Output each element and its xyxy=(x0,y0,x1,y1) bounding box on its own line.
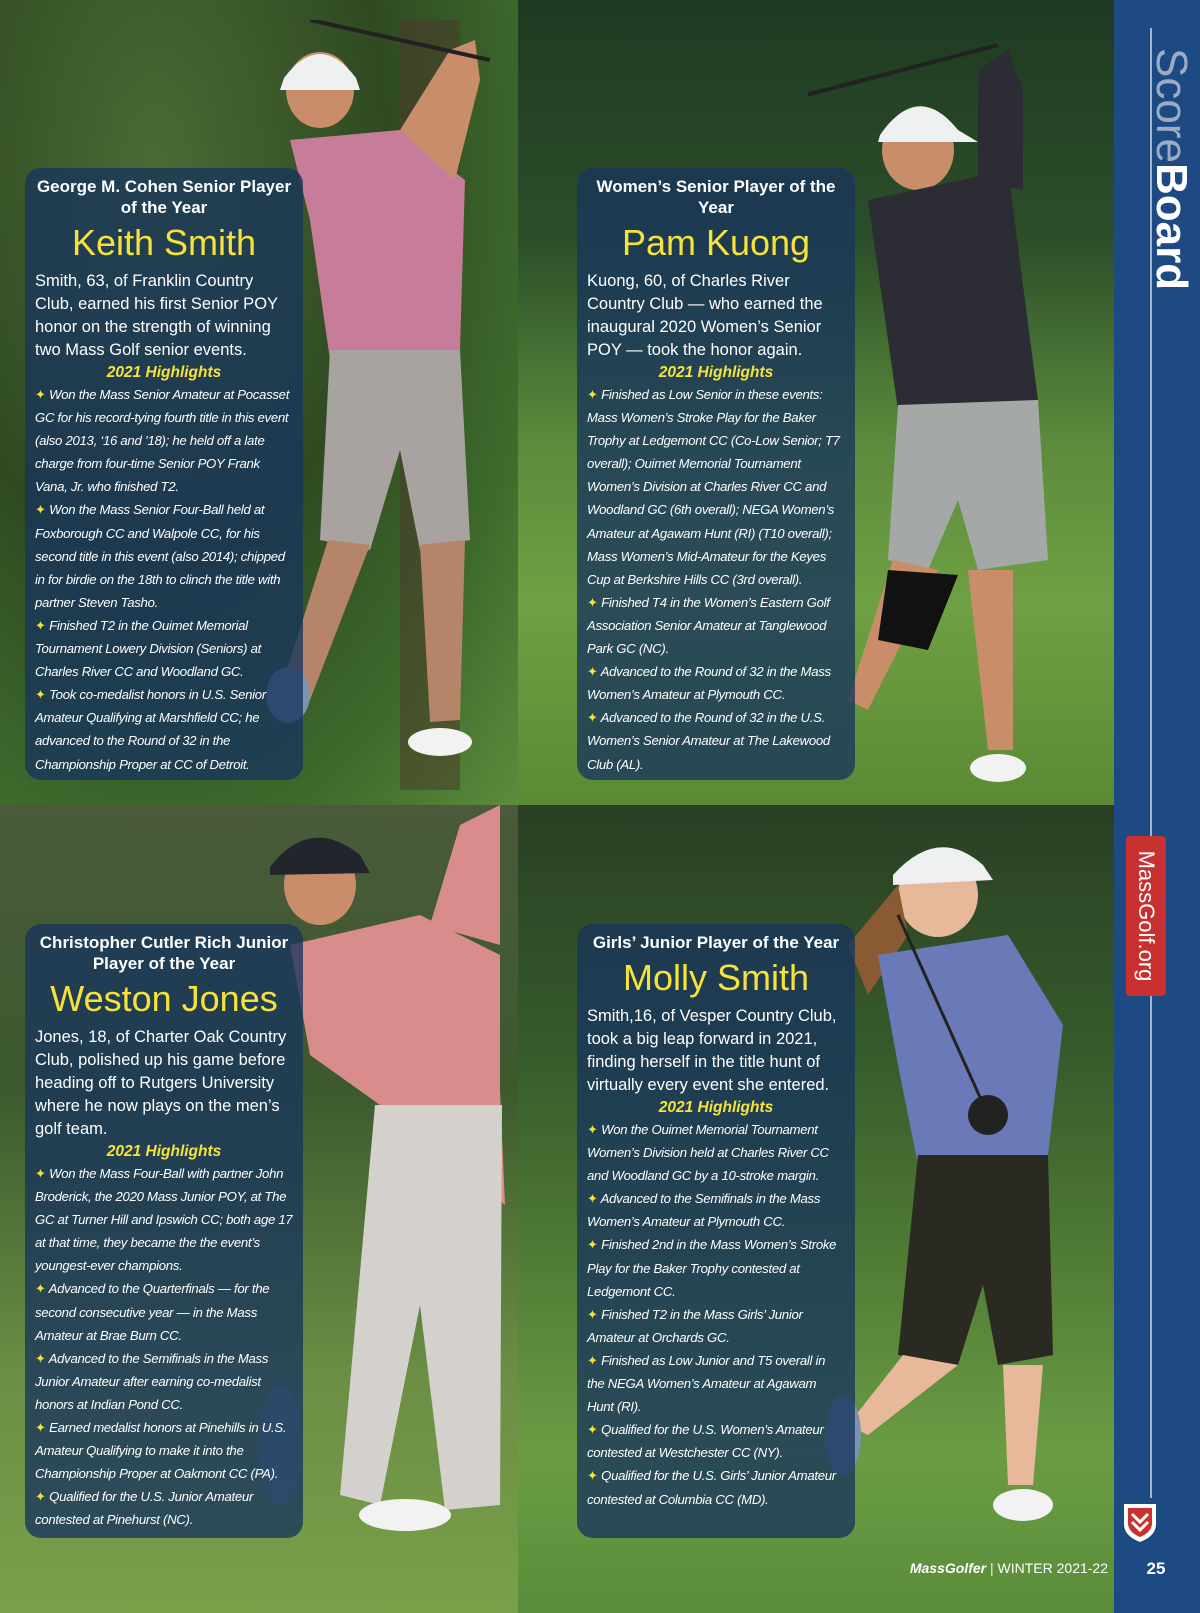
star-bullet-icon: ✦ xyxy=(587,1306,598,1322)
player-name: Pam Kuong xyxy=(621,222,811,263)
highlights-title: 2021 Highlights xyxy=(658,364,774,381)
star-bullet-icon: ✦ xyxy=(587,710,598,726)
player-intro: Kuong, 60, of Charles River Country Club — who earned the inaugural 2020 Women’s Senior POY — took the honor again. xyxy=(587,272,823,359)
highlight-item: ✦ Advanced to the Round of 32 in the U.S. Women’s Senior Amateur at The Lakewood Club (AL). xyxy=(587,710,830,772)
star-bullet-icon: ✦ xyxy=(35,502,46,518)
highlight-item: ✦ Won the Mass Senior Four-Ball held at Foxborough CC and Walpole CC, for his second title in this event (also 2014); chipped in for birdie on the 18th to clinch the title with partner Steven Tasho. xyxy=(35,502,285,610)
star-bullet-icon: ✦ xyxy=(587,1468,598,1484)
issue-label: WINTER 2021-22 xyxy=(997,1560,1108,1576)
star-bullet-icon: ✦ xyxy=(587,1352,598,1368)
star-bullet-icon: ✦ xyxy=(587,1191,598,1207)
award-title: Girls’ Junior Player of the Year xyxy=(592,933,840,952)
star-bullet-icon: ✦ xyxy=(35,1166,46,1181)
highlight-item: ✦ Won the Ouimet Memorial Tournament Women’s Division held at Charles River CC and Woodland GC by a 10-stroke margin. xyxy=(587,1122,829,1184)
site-url[interactable]: MassGolf.org xyxy=(1134,850,1159,982)
award-title: George M. Cohen Senior Player of the Year xyxy=(36,177,292,217)
star-bullet-icon: ✦ xyxy=(35,1420,46,1436)
photo-weston-jones xyxy=(0,805,518,1613)
player-name: Keith Smith xyxy=(71,222,257,263)
star-bullet-icon: ✦ xyxy=(35,1281,46,1297)
star-bullet-icon: ✦ xyxy=(587,387,598,402)
star-bullet-icon: ✦ xyxy=(587,594,598,610)
star-bullet-icon: ✦ xyxy=(35,687,46,703)
page-footer xyxy=(858,1560,1108,1580)
star-bullet-icon: ✦ xyxy=(587,664,598,680)
highlights-title: 2021 Highlights xyxy=(658,1099,774,1116)
star-bullet-icon: ✦ xyxy=(587,1122,598,1137)
star-bullet-icon: ✦ xyxy=(35,1350,46,1366)
highlight-item: ✦ Advanced to the Semifinals in the Mass Junior Amateur after earning co-medalist honors at Indian Pond CC. xyxy=(35,1350,269,1412)
award-title: Women’s Senior Player of the Year xyxy=(596,177,836,217)
highlight-item: ✦ Took co-medalist honors in U.S. Senior Amateur Qualifying at Marshfield CC; he advanced to the Round of 32 in the Championship Proper at CC of Detroit. xyxy=(35,687,266,772)
player-name: Weston Jones xyxy=(50,978,278,1019)
highlight-item: ✦ Qualified for the U.S. Girls’ Junior Amateur contested at Columbia CC (MD). xyxy=(587,1468,836,1507)
profile-card xyxy=(577,168,855,780)
player-intro: Smith, 63, of Franklin Country Club, earned his first Senior POY honor on the strength of winning two Mass Golf senior events. xyxy=(35,272,278,359)
highlights-title: 2021 Highlights xyxy=(106,364,222,381)
award-title: Christopher Cutler Rich Junior Player of the Year xyxy=(39,933,289,973)
highlight-item: ✦ Qualified for the U.S. Junior Amateur contested at Pinehurst (NC). xyxy=(35,1489,254,1528)
player-name: Molly Smith xyxy=(622,957,810,998)
highlights-title: 2021 Highlights xyxy=(106,1143,222,1160)
highlight-item: ✦ Finished 2nd in the Mass Women’s Stroke Play for the Baker Trophy contested at Ledgemont CC. xyxy=(587,1237,837,1299)
photo-keith-smith xyxy=(0,0,518,805)
highlight-item: ✦ Finished as Low Senior in these events: Mass Women’s Stroke Play for the Baker Trophy at Ledgemont CC (Co-Low Senior; T7 overall); Ouimet Memorial Tournament Women’s Division at Charles River CC and Woodland GC (6th overall); NEGA Women’s Amateur at Agawam Hunt (RI) (T10 overall); Mass Women’s Mid-Amateur for the Keyes Cup at Berkshire Hills CC (3rd overall). xyxy=(587,387,840,587)
photo-pam-kuong xyxy=(518,0,1114,805)
highlight-item: ✦ Advanced to the Quarterfinals — for the second consecutive year — in the Mass Amateur at Brae Burn CC. xyxy=(35,1281,270,1343)
profile-card xyxy=(577,924,855,1538)
star-bullet-icon: ✦ xyxy=(35,387,46,402)
highlight-item: ✦ Won the Mass Four-Ball with partner John Broderick, the 2020 Mass Junior POY, at The GC at Turner Hill and Ipswich CC; both age 17 at that time, they became the the event’s youngest-ever champions. xyxy=(35,1166,293,1274)
profile-card xyxy=(25,924,303,1538)
footer-separator: | xyxy=(989,1560,994,1576)
star-bullet-icon: ✦ xyxy=(35,617,46,633)
highlight-item: ✦ Earned medalist honors at Pinehills in U.S. Amateur Qualifying to make it into the Championship Proper at Oakmont CC (PA). xyxy=(35,1420,287,1482)
star-bullet-icon: ✦ xyxy=(587,1237,598,1253)
player-intro: Jones, 18, of Charter Oak Country Club, polished up his game before heading off to Rutgers University where he now plays on the men’s golf team. xyxy=(35,1028,287,1138)
highlight-item: ✦ Finished T4 in the Women’s Eastern Golf Association Senior Amateur at Tanglewood Park GC (NC). xyxy=(587,594,830,657)
highlight-item: ✦ Finished T2 in the Mass Girls’ Junior Amateur at Orchards GC. xyxy=(587,1306,803,1345)
highlight-item: ✦ Advanced to the Round of 32 in the Mass Women’s Amateur at Plymouth CC. xyxy=(587,664,831,703)
highlight-item: ✦ Qualified for the U.S. Women’s Amateur contested at Westchester CC (NY). xyxy=(587,1422,824,1461)
player-intro: Smith,16, of Vesper Country Club, took a big leap forward in 2021, finding herself in the title hunt of virtually every event she entered. xyxy=(587,1007,837,1094)
highlight-item: ✦ Finished T2 in the Ouimet Memorial Tournament Lowery Division (Seniors) at Charles River CC and Woodland GC. xyxy=(35,617,262,680)
star-bullet-icon: ✦ xyxy=(587,1422,598,1438)
highlight-item: ✦ Advanced to the Semifinals in the Mass Women’s Amateur at Plymouth CC. xyxy=(587,1191,821,1230)
photo-molly-smith xyxy=(518,805,1114,1613)
highlight-item: ✦ Finished as Low Junior and T5 overall in the NEGA Women’s Amateur at Agawam Hunt (RI). xyxy=(587,1352,826,1415)
section-title: ScoreBoard xyxy=(1147,48,1196,291)
url-tab[interactable] xyxy=(1126,836,1166,996)
mass-golf-shield-icon xyxy=(1120,1500,1160,1544)
star-bullet-icon: ✦ xyxy=(35,1489,46,1505)
highlight-item: ✦ Won the Mass Senior Amateur at Pocasset GC for his record-tying fourth title in this event (also 2013, ‘16 and ’18); he held off a late charge from four-time Senior POY Frank Vana, Jr. who finished T2. xyxy=(35,387,290,495)
profile-card xyxy=(25,168,303,780)
magazine-name: MassGolfer xyxy=(909,1560,987,1576)
section-sidebar xyxy=(1114,0,1200,1613)
page-number: 25 xyxy=(1146,1559,1166,1578)
